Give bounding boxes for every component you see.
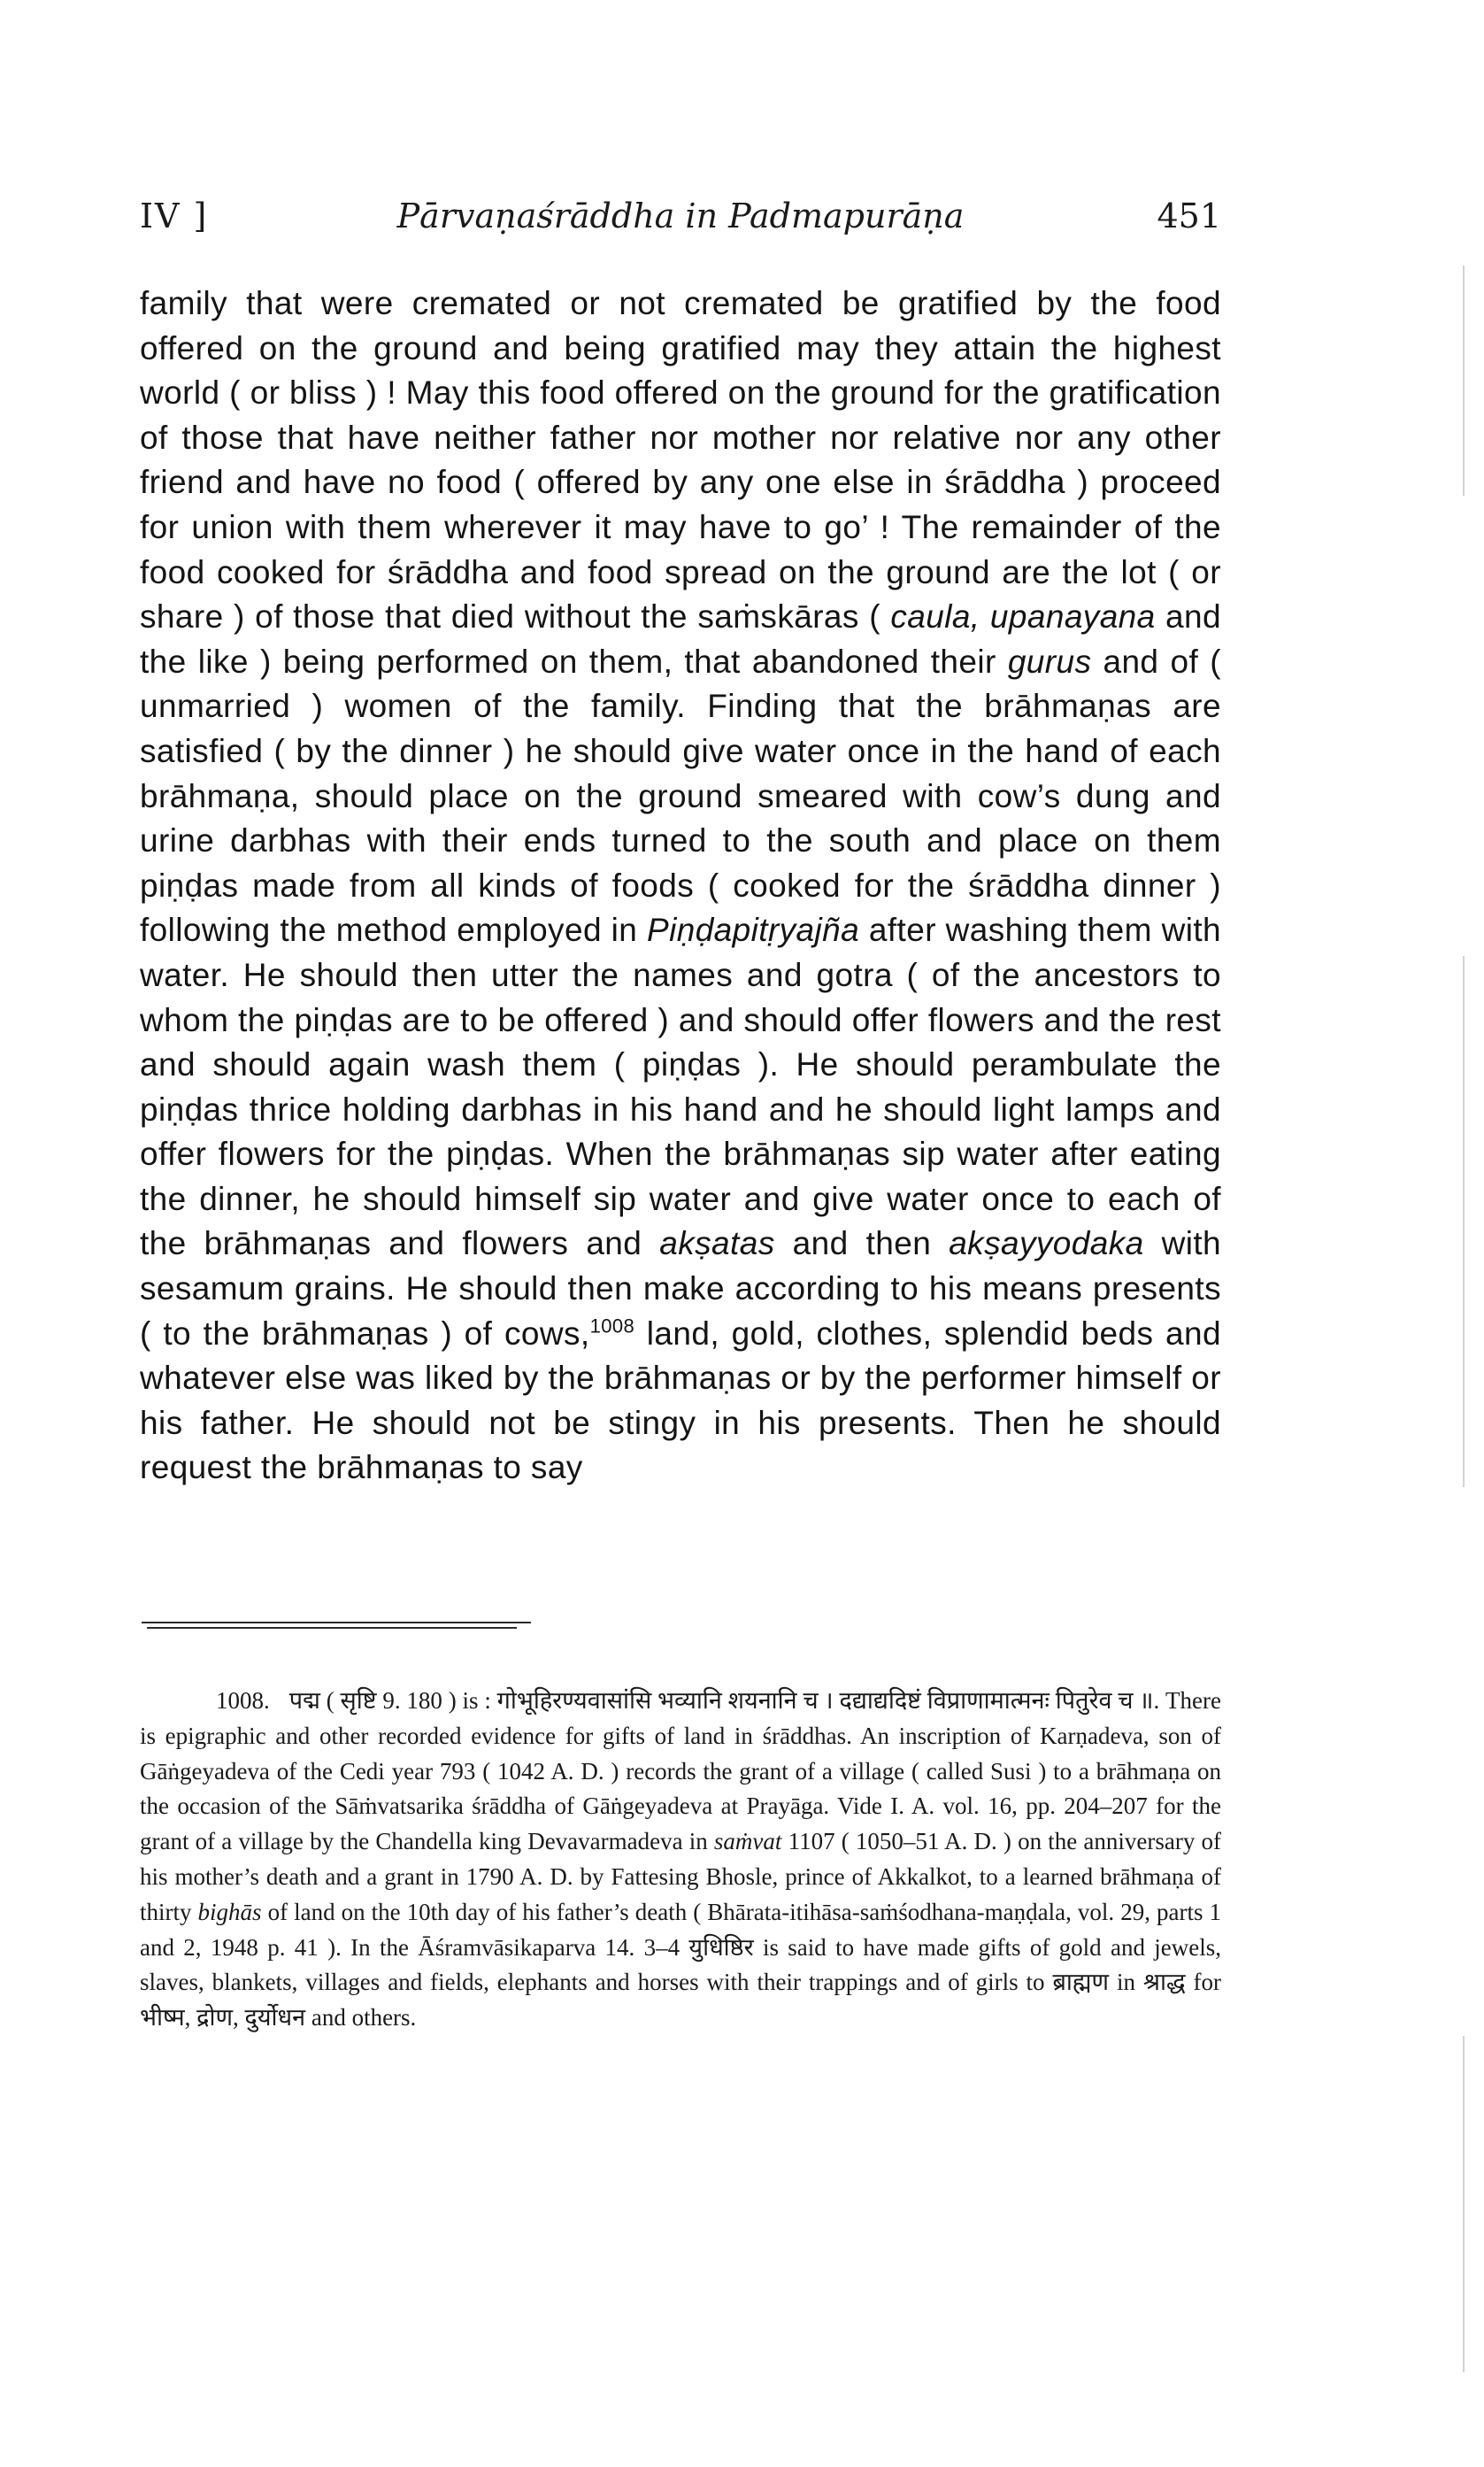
chapter-marker: IV ] [140,197,209,235]
running-head [140,197,1221,250]
text-run: land, gold, clothes, splendid beds and whatever else was liked by the brāhmaṇas or by the performer himself or his father. He should not be stingy in his presents. Then he should request the brāhmaṇas to say [140,1314,1221,1486]
running-title: Pārvaṇaśrāddha in Padmapurāṇa [396,197,965,235]
italic-term: saṁvat [713,1828,782,1855]
scan-edge-mark [1463,956,1465,1487]
italic-term: gurus [1007,643,1092,680]
italic-term: akṣatas [659,1225,775,1262]
text-run: after washing them with water. He should then utter the names and gotra ( of the ancestors to whom the piṇḍas are to be offered ) and should offer flowers and the rest and should again wash them ( piṇḍas ). He should perambulate the piṇḍas thrice holding darbhas in his hand and he should light lamps and offer flowers for the piṇḍas. When the brāhmaṇas sip water after eating the dinner, he should himself sip water and give water once to each of the brāhmaṇas and flowers and [140,912,1221,1262]
footnote-text: of land on the 10th day of his father’s death ( Bhārata-itihāsa-saṁśodhana-maṇḍala, vol. 29, parts 1 and 2, 1948 p. 41 ). In the Āśramvāsikaparva 14. 3–4 युधिष्ठिर is said to have made gifts of gold and jewels, slaves, blankets, villages and fields, elephants and horses with their trappings and of girls to ब्राह्मण in श्राद्ध for भीष्म, द्रोण, दुर्योधन and others. [140,1898,1221,2031]
page-number: 451 [1157,197,1221,235]
footnote-reference[interactable]: 1008 [589,1314,635,1338]
text-run: and of ( unmarried ) women of the family. Finding that the brāhmaṇas are satisfied ( by the dinner ) he should give water once in the hand of each brāhmaṇa, should place on the ground smeared with cow’s dung and urine darbhas with their ends turned to the south and place on them piṇḍas made from all kinds of foods ( cooked for the śrāddha dinner ) following the method employed in [140,643,1221,949]
italic-term: bighās [197,1898,262,1925]
footnote-text: पद्म ( सृष्टि 9. 180 ) is : गोभूहिरण्यवासांसि भव्यानि शयनानि च । दद्याद्यदिष्टं विप्राणामात्मनः पितुरेव च ॥. There is epigraphic and other recorded evidence for gifts of land in śrāddhas. An inscription of Karṇadeva, son of Gāṅgeyadeva of the Cedi year 793 ( 1042 A. D. ) records the grant of a village ( called Susi ) to a brāhmaṇa on the occasion of the Sāṁvatsarika śrāddha of Gāṅgeyadeva at Prayāga. Vide I. A. vol. 16, pp. 204–207 for the grant of a village by the Chandella king Devavarmadeva in [140,1687,1221,1855]
text-run: and the like ) being performed on them, that abandoned their [140,598,1221,680]
main-text [140,281,1221,1491]
footnote-number: 1008. [216,1687,270,1714]
footnote-paragraph [140,1684,1221,2036]
footnote [140,1684,1221,2036]
scan-edge-mark [1463,266,1465,496]
separator-line [147,1627,517,1629]
body-paragraph [140,281,1221,1491]
footnote-separator [142,1622,531,1631]
text-run: and then [774,1225,950,1262]
italic-term: Piṇḍapitṛyajña [647,912,860,949]
text-run: with sesamum grains. He should then make according to his means presents ( to the brāhmaṇas ) of cows, [140,1225,1221,1352]
italic-term: akṣayyodaka [949,1225,1144,1262]
italic-term: caula, upanayana [890,598,1156,636]
separator-line [142,1622,531,1623]
footnote-text: 1107 ( 1050–51 A. D. ) on the anniversary of his mother’s death and a grant in 1790 A. D. by Fattesing Bhosle, prince of Akkalkot, to a learned brāhmaṇa of thirty [140,1828,1221,1925]
scan-edge-mark [1463,2036,1465,2372]
text-run: family that were cremated or not cremated be gratified by the food offered on the ground and being gratified may they attain the highest world ( or bliss ) ! May this food offered on the ground for the gratification of those that have neither father nor mother nor relative nor any other friend and have no food ( offered by any one else in śrāddha ) proceed for union with them wherever it may have to go’ ! The remainder of the food cooked for śrāddha and food spread on the ground are the lot ( or share ) of those that died without the saṁskāras ( [140,285,1221,636]
